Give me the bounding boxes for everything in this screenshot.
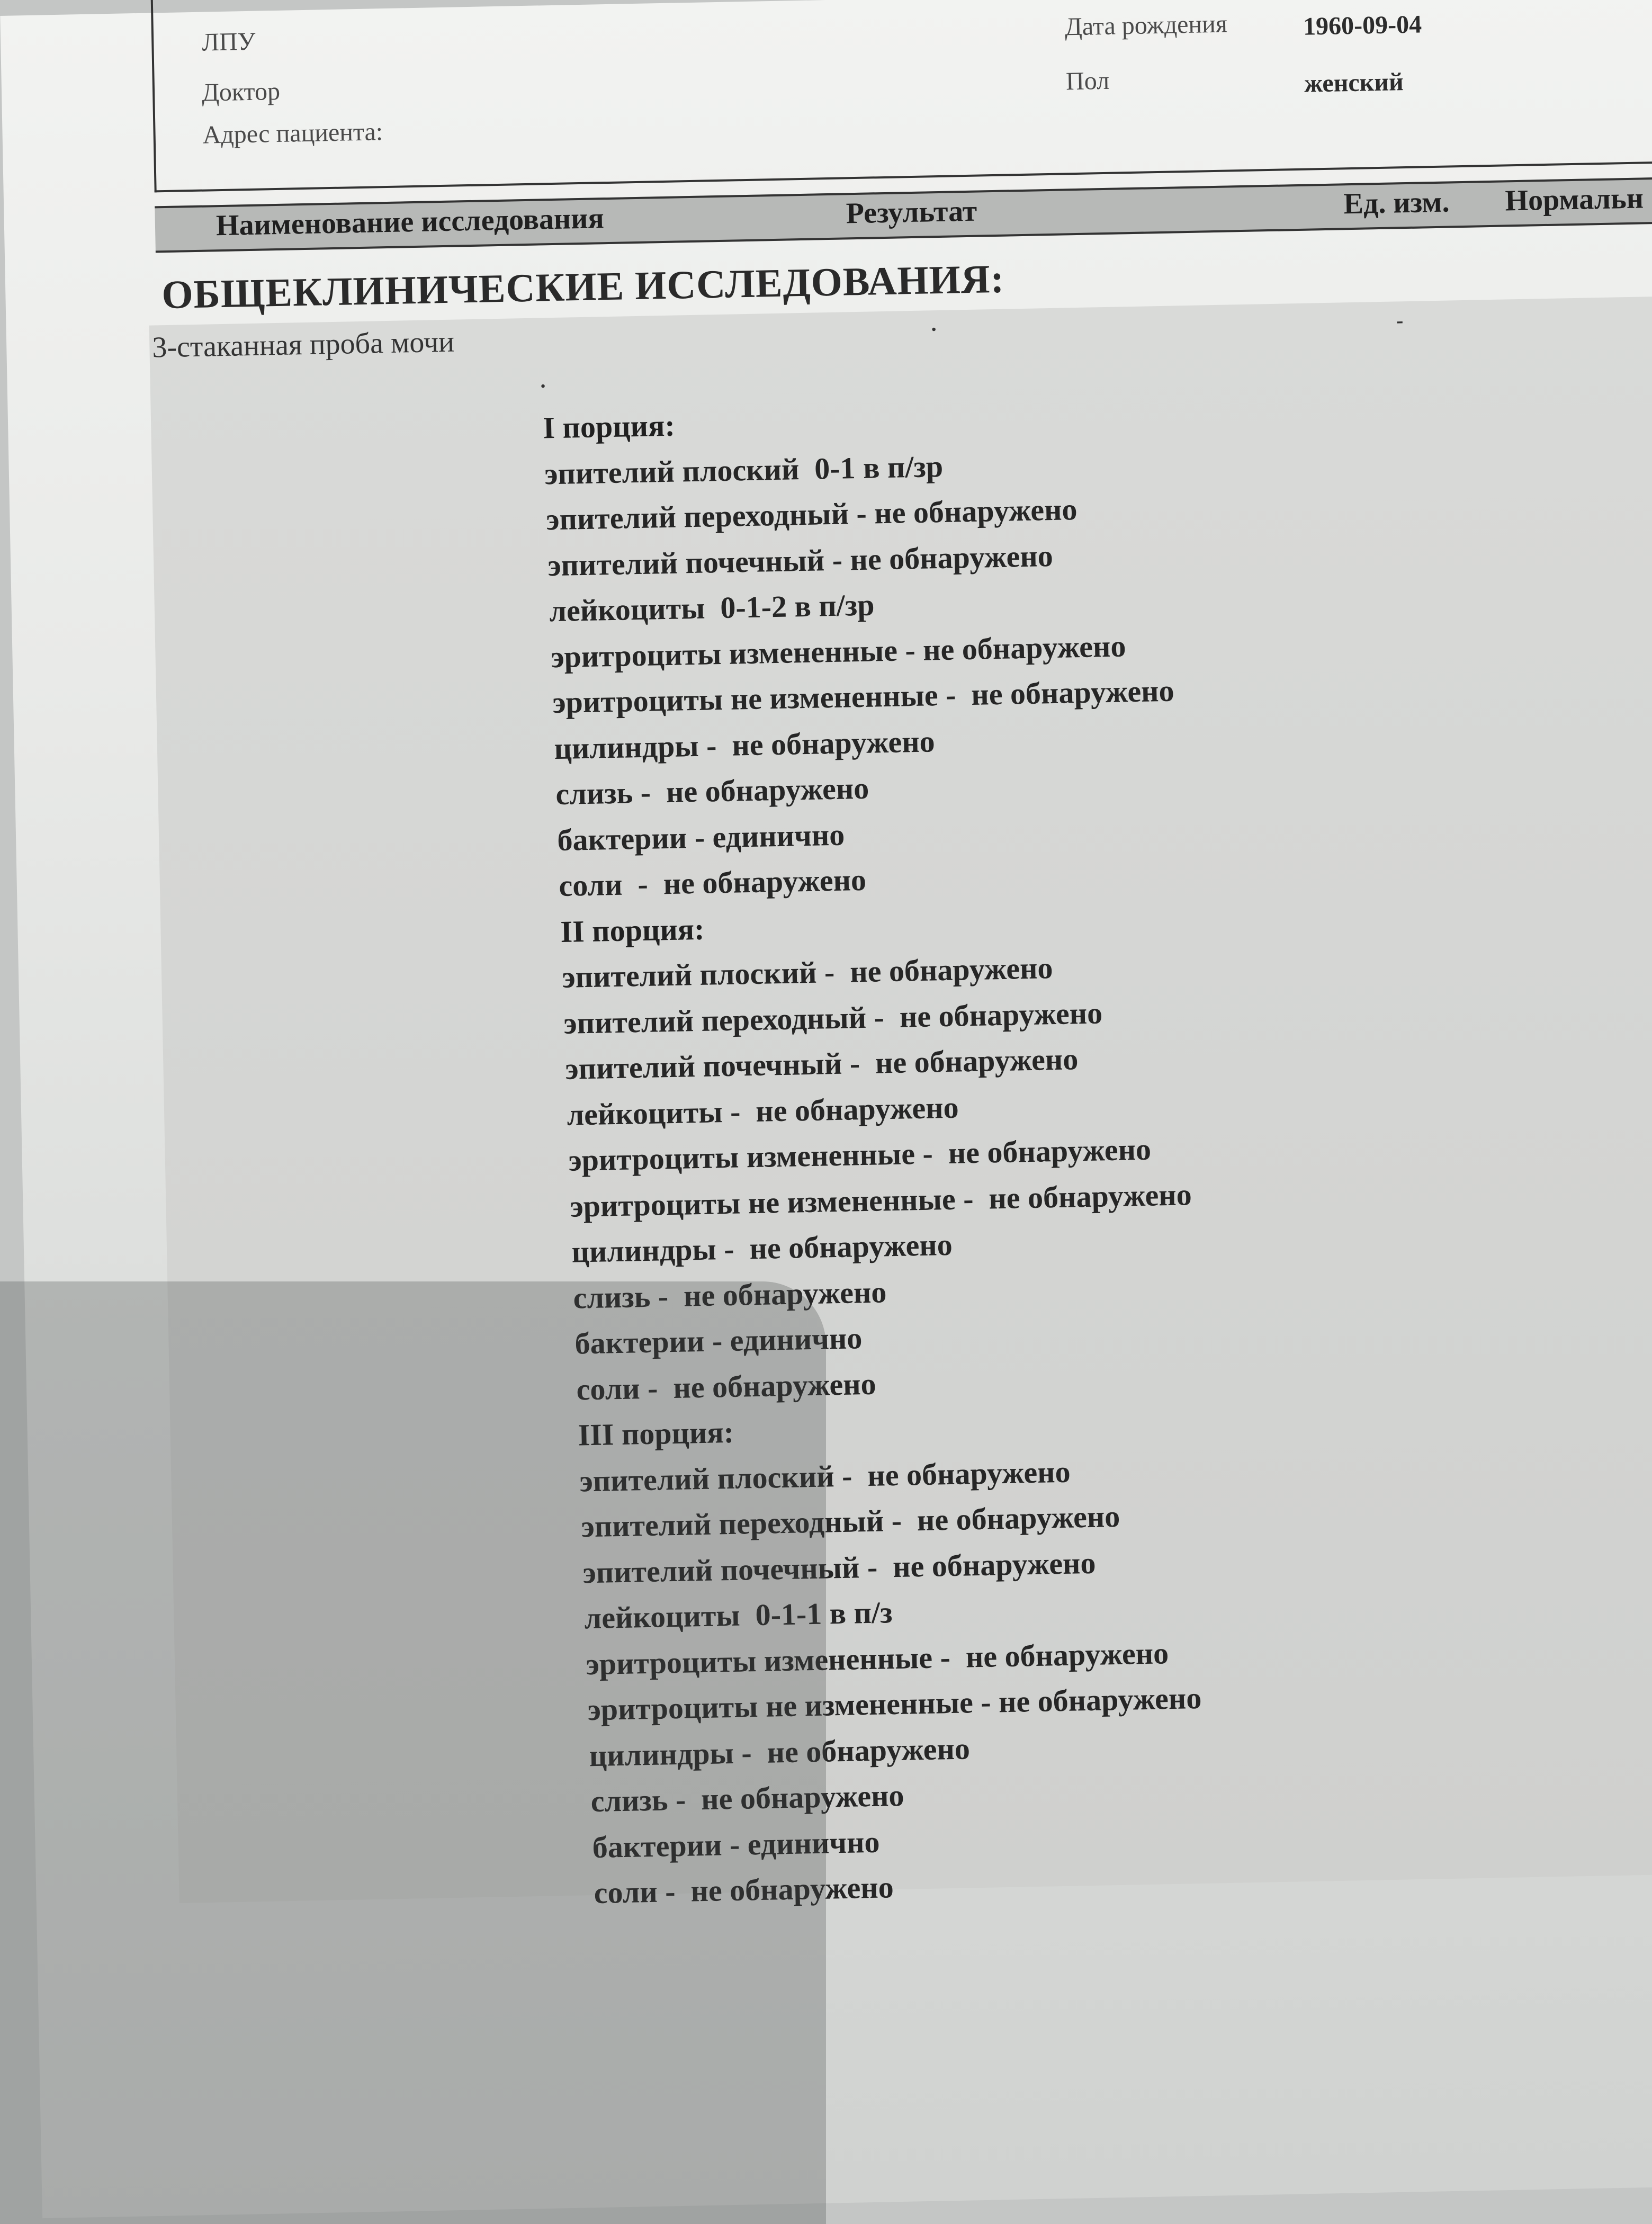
result-line: эритроциты измененные - не обнаружено [550,628,1126,674]
result-line: цилиндры - не обнаружено [589,1730,971,1773]
lpu-label: ЛПУ [201,27,256,57]
section-title: ОБЩЕКЛИНИЧЕСКИЕ ИССЛЕДОВАНИЯ: [161,256,1005,318]
doctor-label: Доктор [201,77,281,107]
result-line: цилиндры - не обнаружено [553,723,936,766]
result-line: эритроциты измененные - не обнаружено [568,1132,1152,1178]
result-line: соли - не обнаружено [594,1870,894,1911]
result-line: эпителий почечный - не обнаружено [547,538,1054,582]
result-line: эпителий плоский - не обнаружено [579,1454,1071,1498]
result-line: соли - не обнаружено [576,1366,877,1407]
result-line: цилиндры - не обнаружено [571,1227,953,1269]
result-line: бактерии - единично [592,1824,881,1864]
result-line: эпителий плоский 0-1 в п/зр [544,449,944,491]
result-line: эритроциты не измененные - не обнаружено [552,673,1175,720]
portion-heading: II порция: [560,911,705,949]
stray-mark: - [1396,308,1404,333]
result-line: эпителий переходный - не обнаружено [545,492,1078,537]
result-line: эпителий почечный - не обнаружено [582,1545,1096,1590]
result-line: бактерии - единично [556,817,845,857]
result-line: слизь - не обнаружено [555,770,869,812]
portion-heading: III порция: [578,1414,734,1452]
result-line: эпителий переходный - не обнаружено [563,995,1103,1041]
result-line: эпителий почечный - не обнаружено [564,1042,1079,1086]
hand-shadow [0,1281,826,2224]
result-line: эритроциты не измененные - не обнаружено [587,1680,1202,1727]
result-line: слизь - не обнаружено [572,1274,887,1315]
test-name: 3-стаканная проба мочи [151,325,455,364]
address-label: Адрес пациента: [202,118,383,149]
result-line: лейкоциты - не обнаружено [566,1090,959,1132]
result-line: слизь - не обнаружено [590,1778,905,1819]
result-line: эритроциты измененные - не обнаружено [586,1635,1169,1681]
result-line: эритроциты не измененные - не обнаружено [569,1177,1192,1224]
column-name-header: Наименование исследования [216,202,605,243]
column-unit-header: Ед. изм. [1343,185,1450,221]
column-norm-header: Нормальн [1504,182,1644,218]
result-line: лейкоциты 0-1-2 в п/зр [549,587,875,629]
result-line: эпителий переходный - не обнаружено [581,1499,1120,1544]
portion-heading: I порция: [542,408,676,445]
result-line: лейкоциты 0-1-1 в п/з [584,1595,893,1636]
birth-date-value: 1960-09-04 [1303,10,1422,41]
birth-date-label: Дата рождения [1064,10,1228,41]
result-line: бактерии - единично [574,1321,863,1361]
result-line: соли - не обнаружено [558,862,867,903]
column-result-header: Результат [846,194,977,230]
patient-header-box [150,0,1652,192]
sex-label: Пол [1065,66,1110,96]
result-line: эпителий плоский - не обнаружено [561,950,1054,994]
stray-mark: · [930,317,938,342]
sex-value: женский [1304,68,1404,98]
stray-mark: · [539,374,547,398]
